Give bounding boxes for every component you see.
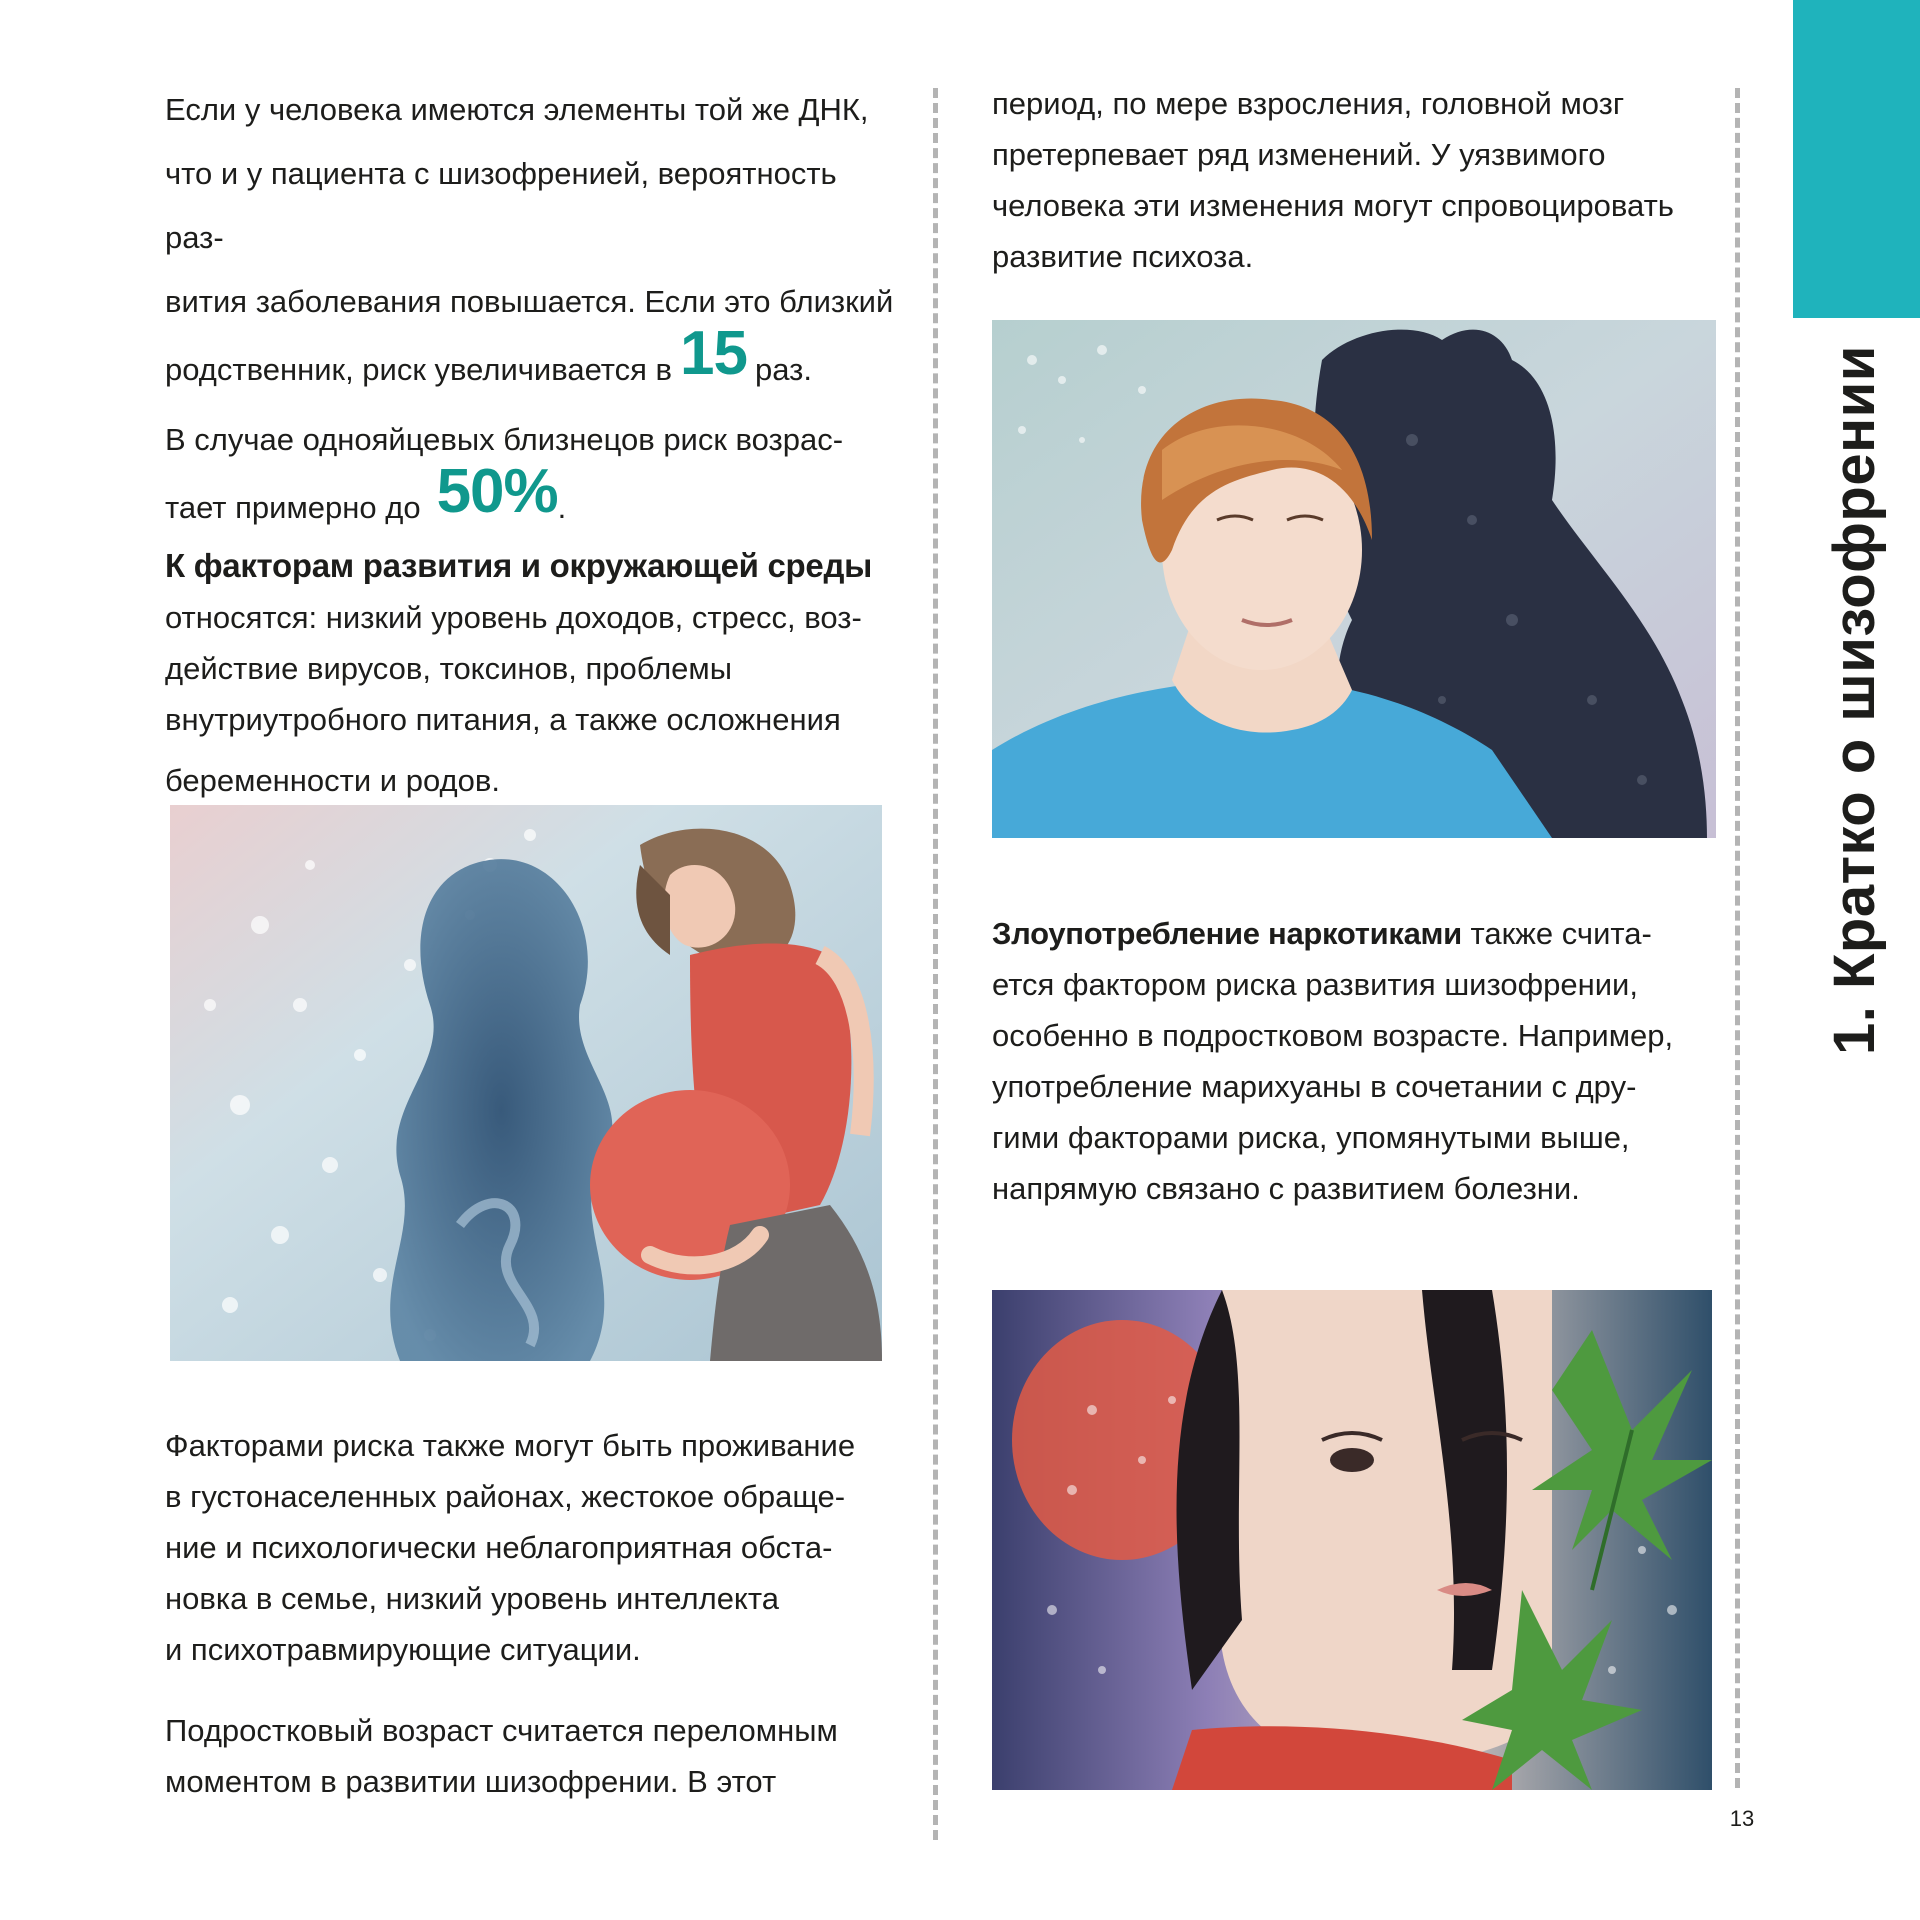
text-line: претерпевает ряд изменений. У уязвимого bbox=[992, 137, 1606, 172]
text-line: Подростковый возраст считается переломным bbox=[165, 1713, 838, 1748]
drugs-bold-phrase: Злоупотребление наркотиками bbox=[992, 916, 1462, 951]
text-line: период, по мере взросления, головной мозг bbox=[992, 86, 1625, 121]
highlight-number-15: 15 bbox=[680, 319, 747, 388]
text-line: раз. bbox=[755, 352, 812, 387]
text-line: гими факторами риска, упомянутыми выше, bbox=[992, 1120, 1630, 1155]
column-divider-right bbox=[1735, 88, 1740, 1788]
section-tab bbox=[1793, 0, 1920, 318]
text-line: употребление марихуаны в сочетании с дру- bbox=[992, 1069, 1637, 1104]
text-line: и психотравмирующие ситуации. bbox=[165, 1632, 641, 1667]
environment-heading: К факторам развития и окружающей среды bbox=[165, 547, 872, 584]
section-title-text: 1. Кратко о шизофрении bbox=[1822, 345, 1887, 1055]
left-column-lower bbox=[165, 1420, 900, 1807]
text-line: беременности и родов. bbox=[165, 763, 500, 798]
text-line: также счита- bbox=[1470, 916, 1652, 951]
text-line: что и у пациента с шизофренией, вероятность раз- bbox=[165, 156, 837, 255]
text-line: развитие психоза. bbox=[992, 239, 1254, 274]
highlight-number-50: 50% bbox=[436, 457, 558, 526]
illustration-girl-leaves bbox=[992, 1290, 1712, 1790]
text-line: человека эти изменения могут спровоцировать bbox=[992, 188, 1674, 223]
illustration-boy-shadow bbox=[992, 320, 1716, 838]
text-line: тает примерно до bbox=[165, 490, 421, 525]
right-column bbox=[992, 78, 1727, 282]
text-line: относятся: низкий уровень доходов, стресс, воз- bbox=[165, 600, 862, 635]
text-line: ние и психологически неблагоприятная обста- bbox=[165, 1530, 833, 1565]
section-title-vertical bbox=[1822, 345, 1887, 1055]
text-line: ется фактором риска развития шизофрении, bbox=[992, 967, 1638, 1002]
paragraph-adolescence bbox=[165, 1705, 900, 1807]
text-line: Если у человека имеются элементы той же ДНК, bbox=[165, 92, 869, 127]
text-line: особенно в подростковом возрасте. Например, bbox=[992, 1018, 1674, 1053]
paragraph-drugs bbox=[992, 908, 1727, 1214]
page-number: 13 bbox=[1729, 1806, 1755, 1831]
right-column-lower bbox=[992, 908, 1727, 1214]
text-line: напрямую связано с развитием болезни. bbox=[992, 1171, 1580, 1206]
paragraph-dna bbox=[165, 78, 900, 402]
text-line: моментом в развитии шизофрении. В этот bbox=[165, 1764, 777, 1799]
paragraph-environment bbox=[165, 540, 900, 806]
illustration-pregnant-woman bbox=[170, 805, 882, 1361]
text-line: вития заболевания повышается. Если это близкий bbox=[165, 284, 894, 319]
paragraph-twins bbox=[165, 408, 900, 540]
text-line: новка в семье, низкий уровень интеллекта bbox=[165, 1581, 779, 1616]
text-line: Факторами риска также могут быть проживание bbox=[165, 1428, 856, 1463]
text-line: В случае однояйцевых близнецов риск возрас- bbox=[165, 422, 844, 457]
left-column bbox=[165, 78, 900, 806]
text-line: в густонаселенных районах, жестокое обраще- bbox=[165, 1479, 846, 1514]
paragraph-risk-factors bbox=[165, 1420, 900, 1675]
text-line: . bbox=[557, 490, 567, 525]
text-line: внутриутробного питания, а также осложнения bbox=[165, 702, 841, 737]
text-line: действие вирусов, токсинов, проблемы bbox=[165, 651, 733, 686]
text-line: родственник, риск увеличивается в bbox=[165, 352, 673, 387]
paragraph-brain-changes bbox=[992, 78, 1727, 282]
column-divider-left bbox=[933, 88, 938, 1840]
